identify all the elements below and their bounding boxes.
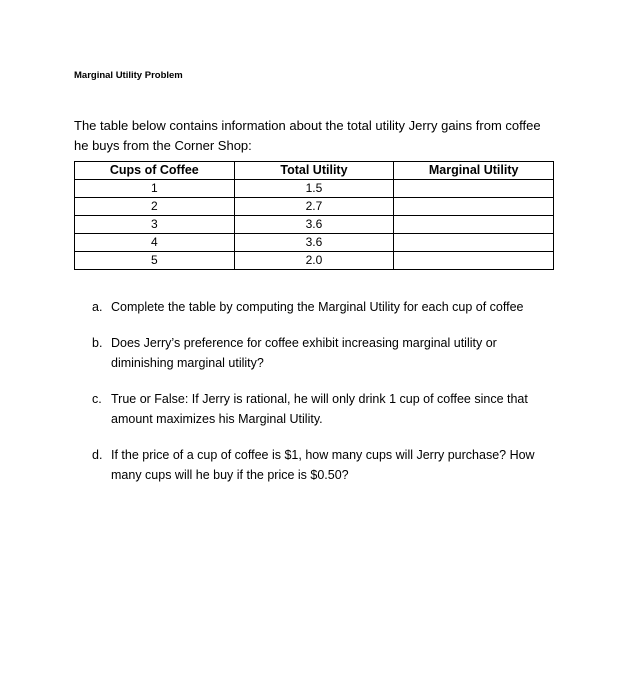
table-header-row [75, 162, 554, 180]
question-text: Complete the table by computing the Marginal Utility for each cup of coffee [111, 300, 524, 314]
question-text: True or False: If Jerry is rational, he will only drink 1 cup of coffee since that amount maximizes his Marginal Utility. [111, 392, 528, 426]
cups-cell: 4 [75, 234, 235, 252]
question-text: Does Jerry’s preference for coffee exhibit increasing marginal utility or diminishing marginal utility? [111, 336, 497, 370]
question-item [92, 333, 562, 373]
question-item [92, 389, 562, 429]
table-row [75, 216, 554, 234]
header-marginal-utility: Marginal Utility [394, 162, 554, 180]
total-utility-cell: 2.7 [234, 198, 394, 216]
total-utility-cell: 1.5 [234, 180, 394, 198]
cups-cell: 5 [75, 252, 235, 270]
cups-cell: 3 [75, 216, 235, 234]
table-row [75, 198, 554, 216]
intro-paragraph: The table below contains information about the total utility Jerry gains from coffee he buys from the Corner Shop: [74, 118, 541, 153]
cups-cell: 1 [75, 180, 235, 198]
total-utility-cell: 3.6 [234, 234, 394, 252]
table-row [75, 180, 554, 198]
question-text: If the price of a cup of coffee is $1, how many cups will Jerry purchase? How many cups will he buy if the price is $0.50? [111, 448, 535, 482]
question-item [92, 297, 562, 317]
utility-table [74, 161, 554, 270]
marginal-utility-cell [394, 180, 554, 198]
question-marker: b. [92, 336, 103, 350]
question-list [92, 297, 562, 501]
total-utility-cell: 3.6 [234, 216, 394, 234]
question-marker: c. [92, 392, 102, 406]
total-utility-cell: 2.0 [234, 252, 394, 270]
marginal-utility-cell [394, 216, 554, 234]
header-cups-of-coffee: Cups of Coffee [75, 162, 235, 180]
header-total-utility: Total Utility [234, 162, 394, 180]
marginal-utility-cell [394, 234, 554, 252]
table-row [75, 252, 554, 270]
cups-cell: 2 [75, 198, 235, 216]
table-row [75, 234, 554, 252]
question-marker: a. [92, 300, 103, 314]
question-item [92, 445, 562, 485]
question-marker: d. [92, 448, 103, 462]
marginal-utility-cell [394, 198, 554, 216]
marginal-utility-cell [394, 252, 554, 270]
document-title: Marginal Utility Problem [74, 70, 183, 81]
